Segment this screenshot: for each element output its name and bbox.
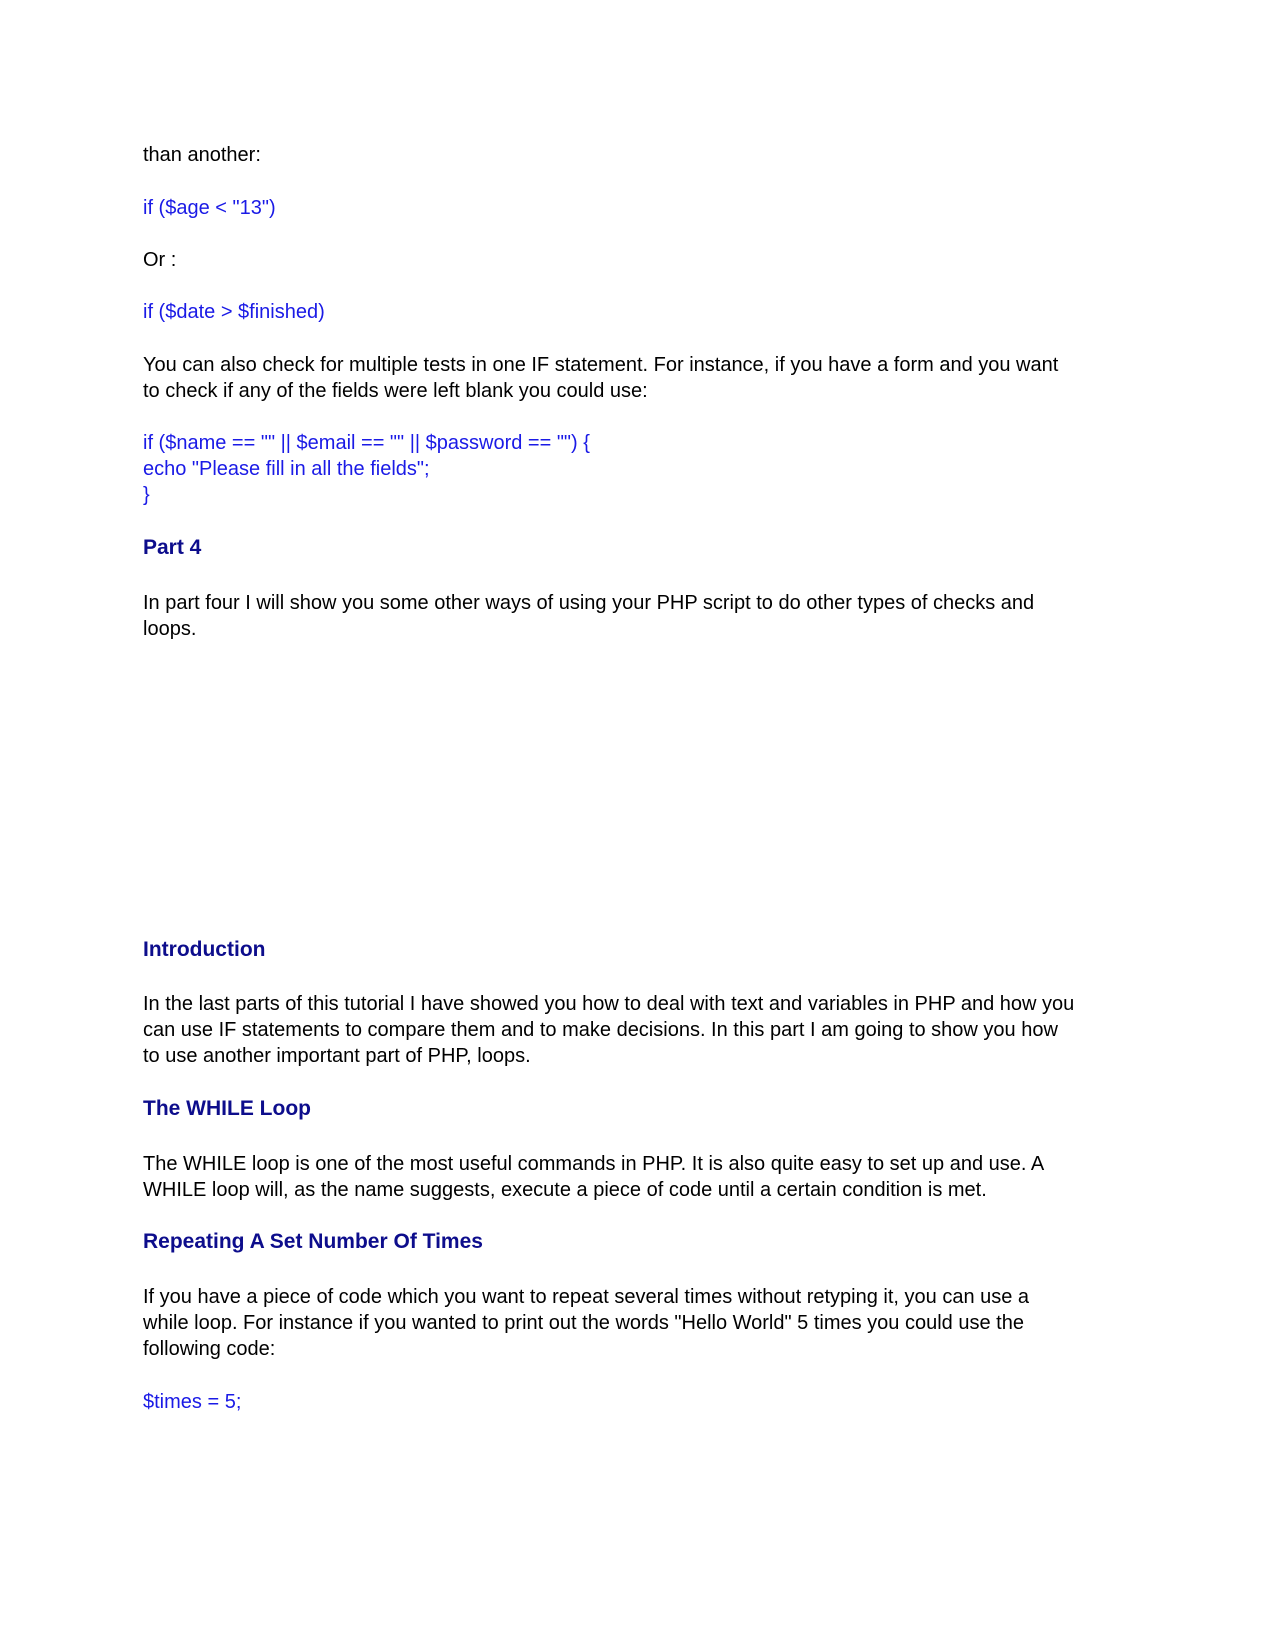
paragraph-intro-line2: can use IF statements to compare them and to make decisions. In this part I am going to show you how [143, 1019, 1058, 1041]
paragraph-multiple-tests-line1: You can also check for multiple tests in one IF statement. For instance, if you have a form and you want [143, 354, 1059, 376]
paragraph-repeat-line2: while loop. For instance if you wanted to print out the words "Hello World" 5 times you could use the [143, 1312, 1024, 1334]
code-if-date: if ($date > $finished) [143, 301, 325, 323]
code-if-name-line2: echo "Please fill in all the fields"; [143, 458, 430, 480]
paragraph-part-four-line2: loops. [143, 618, 197, 640]
paragraph-intro-line1: In the last parts of this tutorial I have showed you how to deal with text and variables in PHP and how you [143, 993, 1075, 1015]
heading-part-4: Part 4 [143, 536, 202, 559]
code-if-name-line3: } [143, 484, 150, 506]
code-if-name-line1: if ($name == "" || $email == "" || $password == "") { [143, 432, 590, 454]
paragraph-part-four-line1: In part four I will show you some other ways of using your PHP script to do other types of checks and [143, 592, 1035, 614]
paragraph-multiple-tests-line2: to check if any of the fields were left blank you could use: [143, 380, 648, 402]
paragraph-while-line1: The WHILE loop is one of the most useful commands in PHP. It is also quite easy to set up and use. A [143, 1153, 1045, 1175]
heading-while-loop: The WHILE Loop [143, 1097, 311, 1120]
paragraph-than-another: than another: [143, 144, 261, 166]
paragraph-intro-line3: to use another important part of PHP, loops. [143, 1045, 531, 1067]
heading-repeating: Repeating A Set Number Of Times [143, 1230, 483, 1253]
paragraph-repeat-line3: following code: [143, 1338, 276, 1360]
heading-introduction: Introduction [143, 938, 266, 961]
paragraph-repeat-line1: If you have a piece of code which you want to repeat several times without retyping it, you can use a [143, 1286, 1030, 1308]
code-if-age: if ($age < "13") [143, 197, 276, 219]
code-times: $times = 5; [143, 1391, 242, 1413]
paragraph-while-line2: WHILE loop will, as the name suggests, execute a piece of code until a certain condition is met. [143, 1179, 987, 1201]
paragraph-or: Or : [143, 249, 177, 271]
